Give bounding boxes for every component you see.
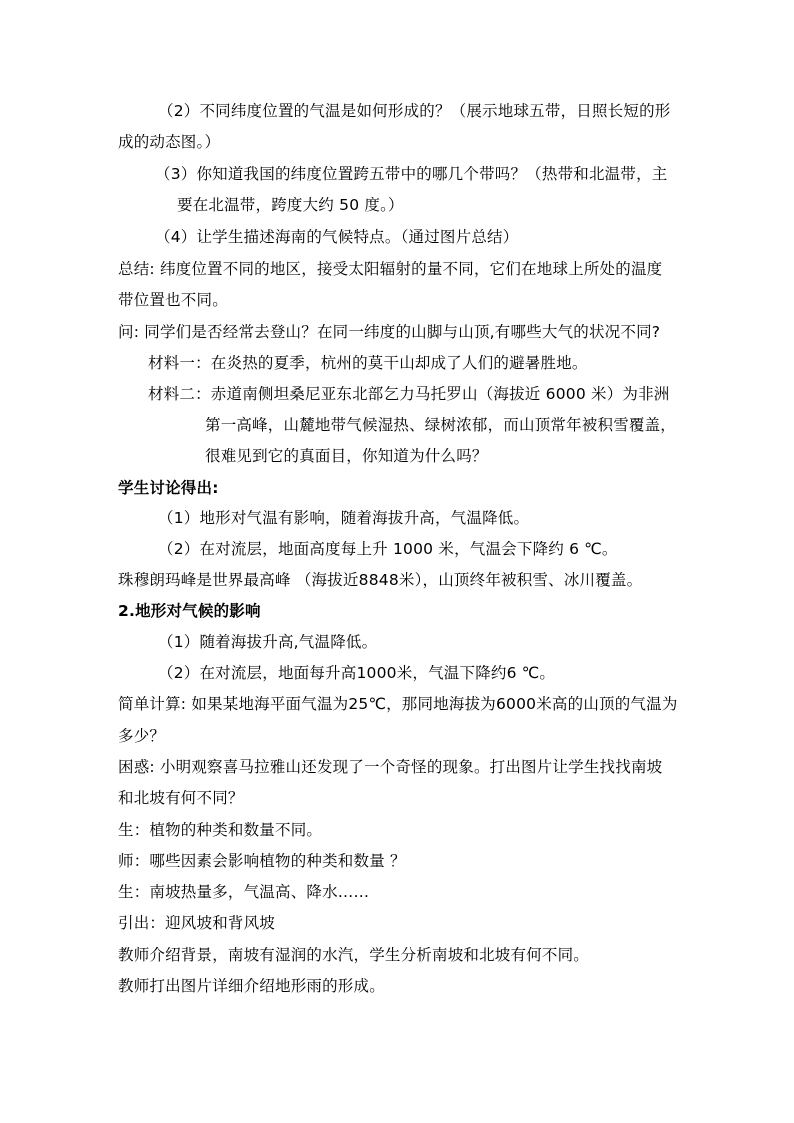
paragraph-line: 总结: 纬度位置不同的地区，接受太阳辐射的量不同，它们在地球上所处的温度 — [118, 260, 663, 278]
section-heading: 学生讨论得出: — [118, 479, 219, 497]
paragraph-line: （4）让学生描述海南的气候特点。（通过图片总结） — [155, 228, 519, 246]
paragraph-line: 材料一：在炎热的夏季，杭州的莫干山却成了人们的避暑胜地。 — [148, 354, 588, 372]
paragraph-line: 困惑: 小明观察喜马拉雅山还发现了一个奇怪的现象。打出图片让学生找找南坡 — [118, 758, 663, 776]
section-heading: 2.地形对气候的影响 — [118, 602, 261, 620]
paragraph-line: （1）地形对气温有影响，随着海拔升高，气温降低。 — [158, 509, 530, 527]
paragraph-line: 要在北温带，跨度大约 50 度。） — [177, 196, 404, 214]
paragraph-line: 问: 同学们是否经常去登山？在同一纬度的山脚与山顶,有哪些大气的状况不同? — [118, 323, 661, 341]
paragraph-line: （2）不同纬度位置的气温是如何形成的？（展示地球五带，日照长短的形 — [158, 102, 671, 120]
paragraph-line: 和北坡有何不同？ — [118, 789, 244, 807]
paragraph-line: 带位置也不同。 — [118, 291, 228, 309]
paragraph-line: 生：南坡热量多，气温高、降水…… — [118, 883, 370, 901]
paragraph-line: （1）随着海拔升高,气温降低。 — [158, 633, 378, 651]
paragraph-line: 师：哪些因素会影响植物的种类和数量 ？ — [118, 852, 406, 870]
paragraph-line: 简单计算: 如果某地海平面气温为25℃，那同地海拔为6000米高的山顶的气温为 — [118, 695, 678, 713]
paragraph-line: （2）在对流层，地面每升高1000米，气温下降约6 ℃。 — [158, 664, 556, 682]
paragraph-line: 引出：迎风坡和背风坡 — [118, 914, 276, 932]
paragraph-line: （2）在对流层，地面高度每上升 1000 米，气温会下降约 6 ℃。 — [158, 540, 618, 558]
paragraph-line: 教师介绍背景，南坡有湿润的水汽，学生分析南坡和北坡有何不同。 — [118, 946, 590, 964]
paragraph-line: （3）你知道我国的纬度位置跨五带中的哪几个带吗？（热带和北温带，主 — [155, 165, 668, 183]
paragraph-line: 珠穆朗玛峰是世界最高峰 （海拔近8848米），山顶终年被积雪、冰川覆盖。 — [118, 571, 643, 589]
paragraph-line: 多少？ — [118, 727, 166, 745]
paragraph-line: 成的动态图。） — [118, 133, 221, 151]
paragraph-line: 生：植物的种类和数量不同。 — [118, 821, 323, 839]
paragraph-line: 材料二：赤道南侧坦桑尼亚东北部乞力马托罗山（海拔近 6000 米）为非洲 — [148, 385, 670, 403]
paragraph-line: 很难见到它的真面目，你知道为什么吗？ — [205, 447, 488, 465]
paragraph-line: 第一高峰，山麓地带气候湿热、绿树浓郁，而山顶常年被积雪覆盖， — [205, 416, 677, 434]
paragraph-line: 教师打出图片详细介绍地形雨的形成。 — [118, 977, 385, 995]
